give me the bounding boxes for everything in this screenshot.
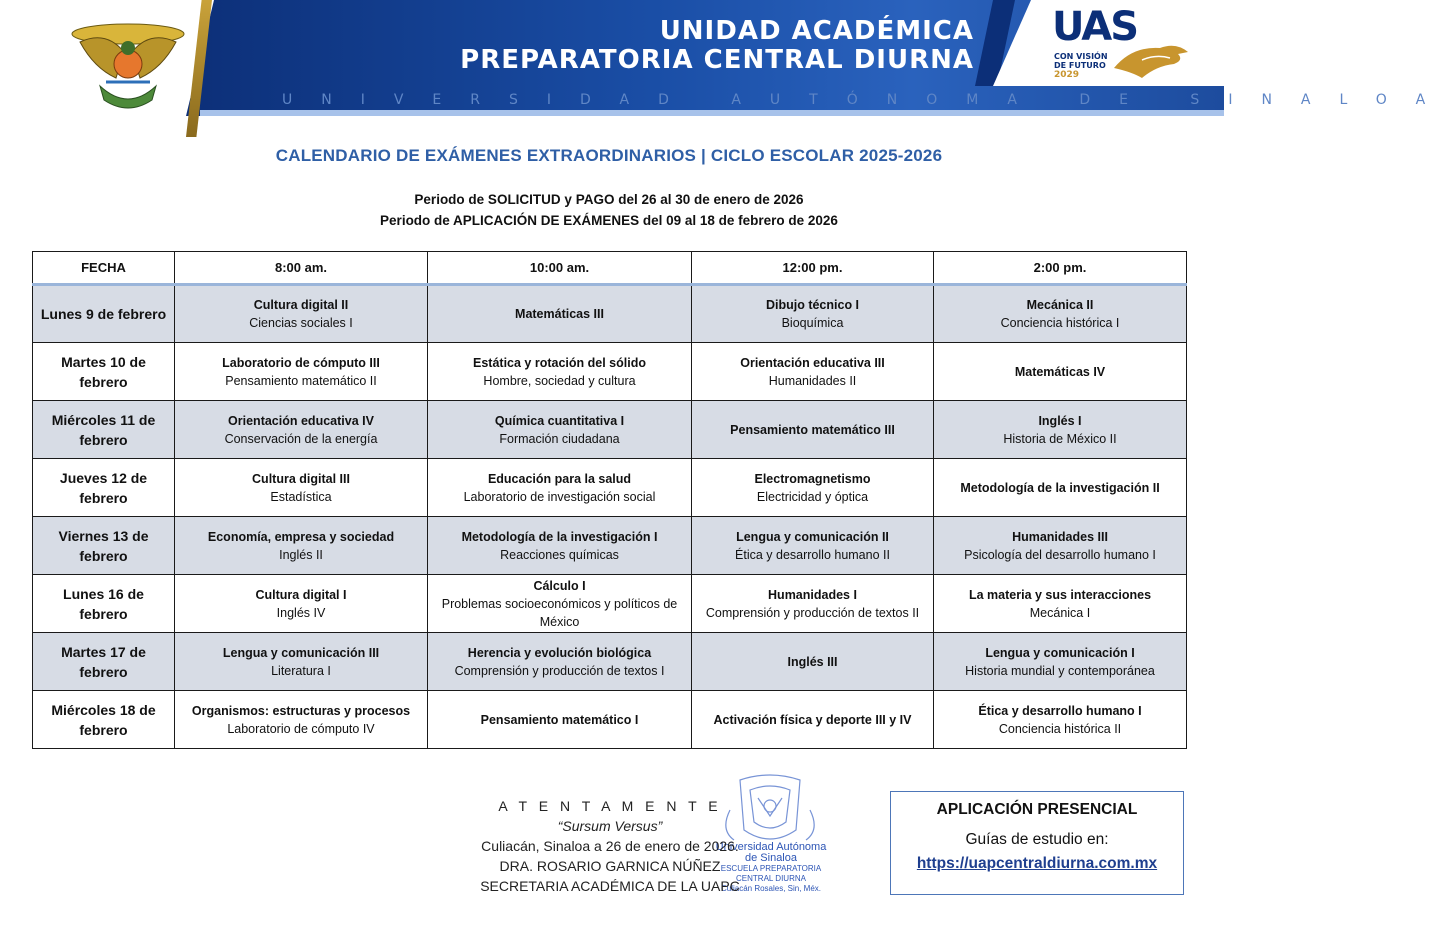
exam-subject-secondary: Conservación de la energía [224, 431, 378, 446]
exam-subject-secondary: Conciencia histórica I [1000, 316, 1120, 330]
exam-cell-2pm [934, 401, 1187, 459]
exam-subject-secondary: Ética y desarrollo humano II [735, 547, 890, 562]
exam-subject: Metodología de la investigación I [461, 529, 658, 544]
table-row [33, 343, 1187, 401]
date-cell: Martes 10 de febrero [33, 343, 175, 401]
exam-subject: Orientación educativa III [740, 355, 885, 370]
exam-cell-10am [428, 459, 692, 517]
exam-subject-secondary: Laboratorio de cómputo IV [227, 721, 375, 736]
info-box-guides-label: Guías de estudio en: [965, 831, 1109, 848]
exam-cell-8am [175, 517, 428, 575]
header-8am: 8:00 am. [175, 252, 428, 285]
exam-subject-secondary: Ciencias sociales I [249, 316, 353, 330]
exam-subject-secondary: Mecánica I [1029, 605, 1091, 620]
exam-subject-secondary: Historia de México II [1003, 431, 1117, 446]
header-title-line1: UNIDAD ACADÉMICA [659, 16, 974, 46]
exam-subject: Cálculo I [533, 578, 586, 593]
exam-subject-secondary: Reacciones químicas [500, 547, 619, 562]
uas-logo-year: 2029 [1054, 70, 1080, 80]
seal-line1: Universidad Autónoma [715, 841, 827, 853]
university-banner-text: UNIVERSIDAD AUTÓNOMA DE SINALOA [282, 92, 1454, 108]
document-title: CALENDARIO DE EXÁMENES EXTRAORDINARIOS | CICLO ESCOLAR 2025-2026 [275, 146, 943, 165]
table-row [33, 459, 1187, 517]
uas-logo-subtitle: CON VISIÓN DE FUTURO [1054, 52, 1108, 70]
exam-cell-12pm [692, 633, 934, 691]
exam-subject: Organismos: estructuras y procesos [191, 703, 411, 718]
exam-subject: Herencia y evolución biológica [467, 645, 652, 660]
signature-role: SECRETARIA ACADÉMICA DE LA UAPC [480, 878, 740, 894]
header-2pm: 2:00 pm. [934, 252, 1187, 285]
exam-cell-12pm [692, 691, 934, 749]
signature-motto: “Sursum Versus” [557, 818, 663, 834]
exam-subject: La materia y sus interacciones [968, 587, 1152, 602]
study-guides-link[interactable]: https://uapcentraldiurna.com.mx [916, 855, 1158, 872]
date-cell: Miércoles 18 de febrero [33, 691, 175, 749]
exam-subject: Química cuantitativa I [494, 413, 625, 428]
info-box-title: APLICACIÓN PRESENCIAL [936, 801, 1138, 818]
exam-cell-2pm [934, 691, 1187, 749]
exam-cell-12pm [692, 575, 934, 633]
date-cell: Martes 17 de febrero [33, 633, 175, 691]
exam-cell-12pm [692, 285, 934, 343]
exam-cell-2pm [934, 575, 1187, 633]
date-cell: Lunes 16 de febrero [33, 575, 175, 633]
exam-subject-secondary: Psicología del desarrollo humano I [964, 547, 1156, 562]
table-row [33, 285, 1187, 343]
exam-subject: Dibujo técnico I [765, 298, 860, 312]
date-cell: Miércoles 11 de febrero [33, 401, 175, 459]
exam-subject-secondary: Pensamiento matemático II [225, 373, 377, 388]
period-request: Periodo de SOLICITUD y PAGO del 26 al 30 de enero de 2026 [414, 192, 804, 207]
exam-subject: Orientación educativa IV [228, 413, 374, 428]
exam-subject-secondary: Historia mundial y contemporánea [965, 663, 1155, 678]
table-row [33, 517, 1187, 575]
exam-cell-12pm [692, 459, 934, 517]
exam-subject: Matemáticas III [515, 307, 604, 321]
exam-subject: Cultura digital III [252, 471, 350, 486]
exam-subject-secondary: Problemas socioeconómicos y políticos de México [441, 596, 678, 629]
exam-cell-10am [428, 401, 692, 459]
exam-subject-secondary: Inglés II [279, 547, 323, 562]
exam-cell-2pm [934, 285, 1187, 343]
signature-block [440, 796, 780, 896]
exam-subject: Estática y rotación del sólido [473, 355, 646, 370]
exam-subject: Matemáticas IV [1014, 364, 1106, 379]
exam-cell-8am [175, 401, 428, 459]
exam-subject: Humanidades I [768, 587, 857, 602]
exam-cell-8am [175, 691, 428, 749]
table-row [33, 691, 1187, 749]
uas-logo-text: UAS [1052, 4, 1138, 50]
exam-cell-12pm [692, 401, 934, 459]
date-cell: Viernes 13 de febrero [33, 517, 175, 575]
header-light-stripe [200, 110, 1224, 116]
exam-subject: Pensamiento matemático III [730, 422, 895, 437]
exam-cell-10am [428, 633, 692, 691]
exam-cell-10am [428, 691, 692, 749]
signature-place-date: Culiacán, Sinaloa a 26 de enero de 2026. [481, 838, 739, 854]
exam-subject-secondary: Laboratorio de investigación social [463, 489, 656, 504]
exam-subject: Inglés III [787, 654, 838, 669]
golden-eagle-icon [1112, 38, 1192, 80]
exam-subject: Economía, empresa y sociedad [207, 529, 395, 544]
table-header-row [33, 252, 1187, 285]
header-10am: 10:00 am. [428, 252, 692, 285]
exam-subject: Lengua y comunicación III [222, 645, 380, 660]
exam-subject-secondary: Humanidades II [768, 373, 857, 388]
exam-cell-2pm [934, 459, 1187, 517]
seal-line4: Culiacán Rosales, Sin, Méx. [720, 884, 822, 893]
header-title-line2: PREPARATORIA CENTRAL DIURNA [460, 45, 974, 75]
signature-closing: A T E N T A M E N T E [498, 798, 722, 814]
exam-calendar-table [32, 251, 1187, 749]
exam-subject: Activación física y deporte III y IV [713, 712, 912, 727]
exam-cell-10am [428, 575, 692, 633]
date-cell: Lunes 9 de febrero [33, 285, 175, 343]
exam-subject: Cultura digital II [253, 298, 349, 312]
exam-subject: Inglés I [1038, 413, 1082, 428]
signature-name: DRA. ROSARIO GARNICA NÚÑEZ [499, 858, 721, 874]
exam-subject-secondary: Literatura I [271, 663, 331, 678]
exam-subject: Ética y desarrollo humano I [978, 703, 1142, 718]
info-box [890, 791, 1184, 895]
exam-subject: Electromagnetismo [754, 471, 871, 486]
date-cell: Jueves 12 de febrero [33, 459, 175, 517]
exam-subject-secondary: Electricidad y óptica [756, 489, 869, 504]
exam-cell-8am [175, 459, 428, 517]
exam-subject: Pensamiento matemático I [480, 712, 639, 727]
period-application: Periodo de APLICACIÓN DE EXÁMENES del 09 al 18 de febrero de 2026 [380, 213, 838, 228]
table-row [33, 633, 1187, 691]
exam-subject-secondary: Comprensión y producción de textos I [454, 663, 665, 678]
header-fecha: FECHA [33, 252, 175, 285]
exam-subject-secondary: Hombre, sociedad y cultura [483, 373, 636, 388]
exam-cell-12pm [692, 517, 934, 575]
exam-subject: Educación para la salud [487, 471, 632, 486]
exam-subject: Metodología de la investigación II [960, 480, 1160, 495]
header-banner [0, 0, 1454, 137]
exam-cell-8am [175, 285, 428, 343]
exam-cell-12pm [692, 343, 934, 401]
exam-subject: Lengua y comunicación II [736, 529, 889, 544]
exam-cell-2pm [934, 517, 1187, 575]
exam-cell-2pm [934, 343, 1187, 401]
exam-subject: Lengua y comunicación I [985, 645, 1135, 660]
table-row [33, 575, 1187, 633]
exam-subject-secondary: Comprensión y producción de textos II [705, 605, 920, 620]
header-12pm: 12:00 pm. [692, 252, 934, 285]
exam-subject-secondary: Inglés IV [276, 605, 326, 620]
exam-cell-10am [428, 343, 692, 401]
exam-subject: Cultura digital I [255, 587, 347, 602]
exam-subject-secondary: Estadística [270, 489, 332, 504]
exam-subject: Humanidades III [1012, 529, 1108, 544]
school-crest-eagle-icon [66, 8, 190, 112]
uas-logo [1050, 4, 1195, 82]
exam-cell-10am [428, 517, 692, 575]
exam-cell-2pm [934, 633, 1187, 691]
exam-cell-8am [175, 633, 428, 691]
exam-cell-10am [428, 285, 692, 343]
table-row [33, 401, 1187, 459]
seal-line3: ESCUELA PREPARATORIA CENTRAL DIURNA [720, 864, 822, 883]
exam-subject-secondary: Conciencia histórica II [998, 721, 1122, 736]
seal-line2: de Sinaloa [745, 852, 797, 864]
exam-cell-8am [175, 575, 428, 633]
exam-cell-8am [175, 343, 428, 401]
exam-subject-secondary: Formación ciudadana [499, 431, 620, 446]
exam-subject: Laboratorio de cómputo III [222, 355, 380, 370]
exam-subject: Mecánica II [1026, 298, 1094, 312]
exam-subject-secondary: Bioquímica [781, 316, 844, 330]
